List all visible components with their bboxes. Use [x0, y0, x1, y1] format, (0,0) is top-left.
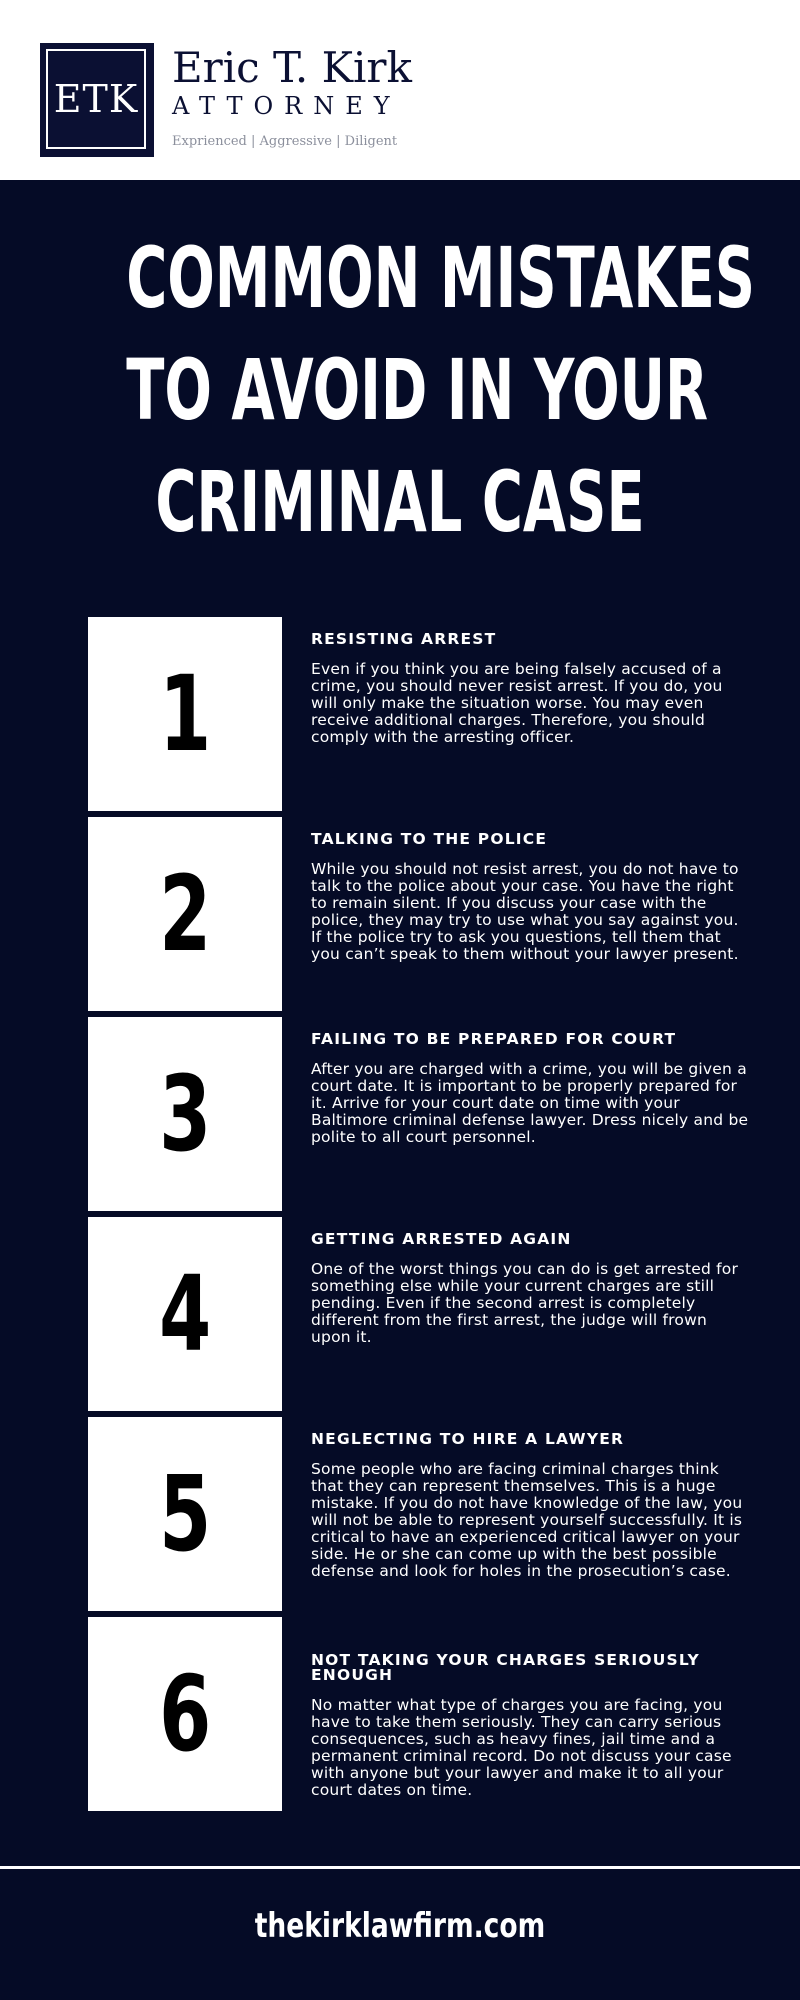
mistake-number-box	[88, 817, 282, 1011]
title-line-1: COMMON MISTAKES	[126, 229, 756, 327]
mistake-number-box	[88, 1217, 282, 1411]
mistake-number: 3	[158, 1053, 212, 1175]
mistake-text	[311, 1653, 751, 1799]
mistake-title: GETTING ARRESTED AGAIN	[311, 1230, 572, 1248]
mistake-description: Some people who are facing criminal charges think that they can represent themselves. This is a huge mistake. If you do not have knowledge of the law, you will not be able to represent yourself successfully. It is critical to have an experienced critical lawyer on your side. He or she can come up with the best possible defense and look for holes in the prosecution’s case.	[311, 1460, 743, 1580]
mistake-description: While you should not resist arrest, you do not have to talk to the police about your case. You have the right to remain silent. If you discuss your case with the police, they may try to use what you say against you. If the police try to ask you questions, tell them that you can’t speak to them without your lawyer present.	[311, 860, 739, 963]
mistake-title: NOT TAKING YOUR CHARGES SERIOUSLY ENOUGH	[311, 1651, 700, 1684]
mistake-text	[311, 632, 751, 746]
mistake-text	[311, 832, 751, 963]
mistake-description: Even if you think you are being falsely accused of a crime, you should never resist arrest. If you do, you will only make the situation worse. You may even receive additional charges. Therefore, you should comply with the arresting officer.	[311, 660, 723, 746]
mistake-text	[311, 1032, 751, 1146]
mistake-number: 1	[158, 653, 212, 775]
mistake-item-3	[0, 1017, 800, 1217]
mistake-number: 4	[158, 1253, 212, 1375]
mistake-item-2	[0, 817, 800, 1017]
brand-role: ATTORNEY	[172, 92, 401, 120]
mistake-number: 2	[158, 853, 212, 975]
mistake-title: TALKING TO THE POLICE	[311, 830, 548, 848]
mistake-title: NEGLECTING TO HIRE A LAWYER	[311, 1430, 625, 1448]
mistake-description: After you are charged with a crime, you will be given a court date. It is important to be properly prepared for it. Arrive for your court date on time with your Baltimore criminal defense lawyer. Dress nicely and be polite to all court personnel.	[311, 1060, 749, 1146]
logo-monogram: ETK	[53, 77, 139, 121]
website-link[interactable]: thekirklawfirm.com	[254, 1906, 546, 1946]
logo-mark	[40, 43, 154, 157]
page-title	[126, 222, 756, 558]
mistake-title: FAILING TO BE PREPARED FOR COURT	[311, 1030, 677, 1048]
mistake-description: One of the worst things you can do is get arrested for something else while your current charges are still pending. Even if the second arrest is completely different from the first arrest, the judge will frown upon it.	[311, 1260, 739, 1346]
mistakes-list	[0, 617, 800, 1817]
title-line-2: TO AVOID IN YOUR	[126, 341, 709, 439]
mistake-text	[311, 1432, 751, 1580]
mistake-text	[311, 1232, 751, 1346]
mistake-item-4	[0, 1217, 800, 1417]
mistake-number: 6	[158, 1653, 212, 1775]
mistake-number-box	[88, 1017, 282, 1211]
mistake-item-5	[0, 1417, 800, 1617]
footer-divider	[0, 1866, 800, 1869]
mistake-number: 5	[158, 1453, 212, 1575]
brand-tagline: Exprienced | Aggressive | Diligent	[172, 134, 398, 149]
logo-mark-frame	[46, 49, 146, 149]
header	[0, 0, 800, 180]
title-line-3: CRIMINAL CASE	[155, 453, 645, 551]
mistake-title: RESISTING ARREST	[311, 630, 497, 648]
mistake-item-6	[0, 1617, 800, 1817]
brand-name: Eric T. Kirk	[172, 43, 412, 92]
mistake-description: No matter what type of charges you are facing, you have to take them seriously. They can carry serious consequences, such as heavy fines, jail time and a permanent criminal record. Do not discuss your case with anyone but your lawyer and make it to all your court dates on time.	[311, 1696, 732, 1799]
mistake-number-box	[88, 1617, 282, 1811]
mistake-number-box	[88, 1417, 282, 1611]
mistake-item-1	[0, 617, 800, 817]
mistake-number-box	[88, 617, 282, 811]
